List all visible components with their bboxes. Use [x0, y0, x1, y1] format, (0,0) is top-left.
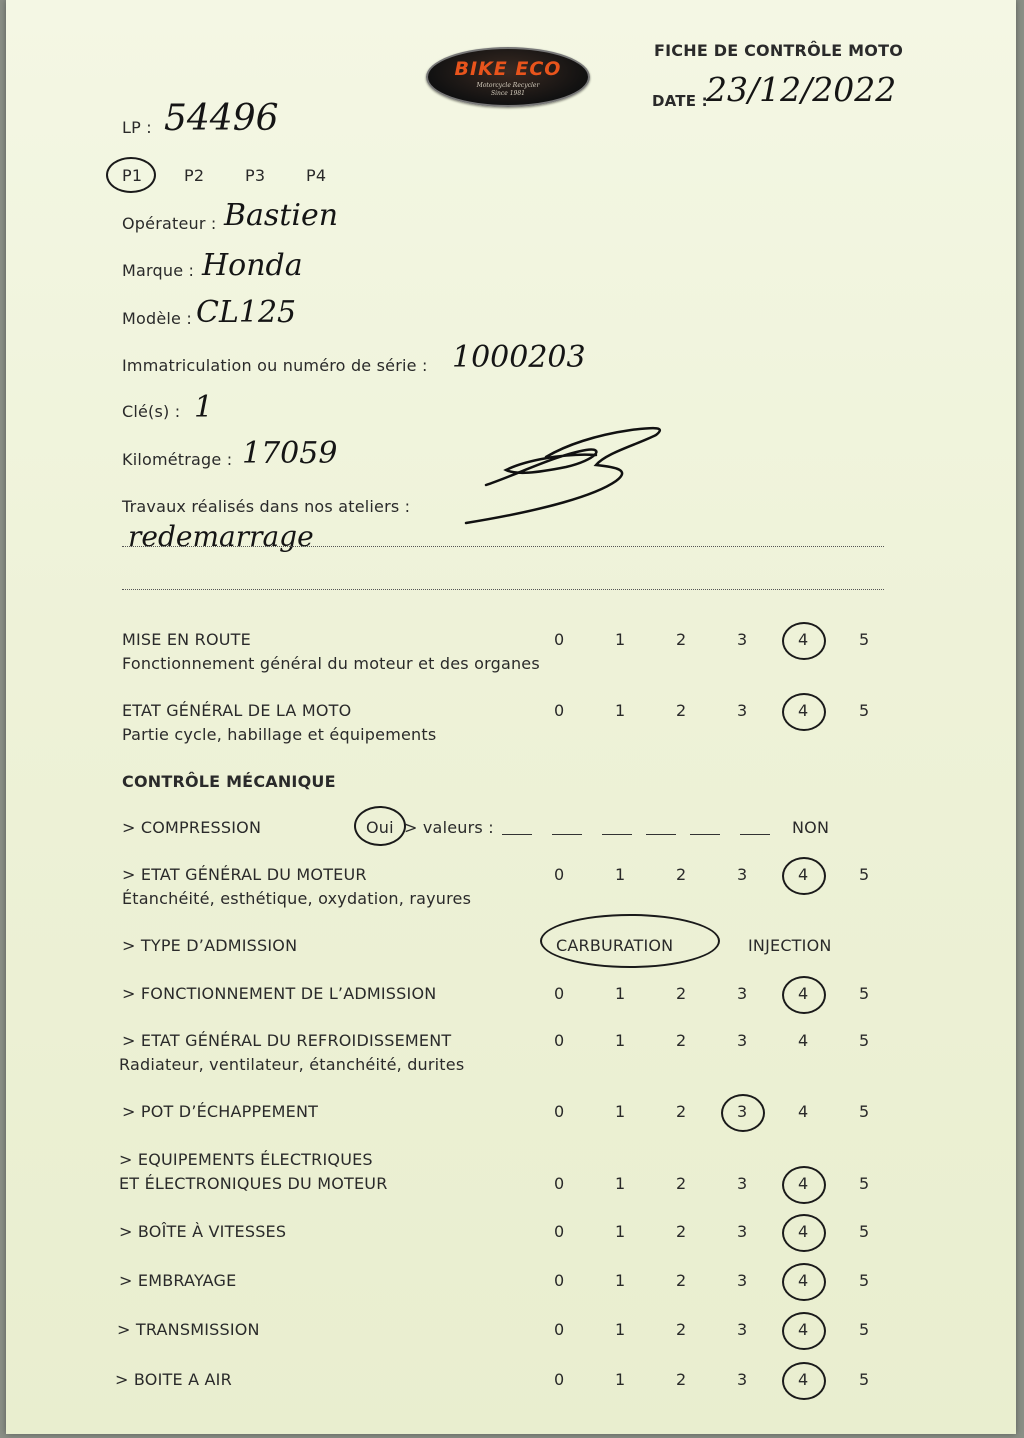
immatriculation-label: Immatriculation ou numéro de série :	[122, 356, 428, 375]
transmission-option-5[interactable]: 5	[859, 1320, 870, 1339]
admission-type-label: > TYPE D’ADMISSION	[122, 936, 298, 955]
refroidissement-option-1[interactable]: 1	[615, 1031, 626, 1050]
mise-en-route-option-3[interactable]: 3	[737, 630, 748, 649]
operateur-label: Opérateur :	[122, 214, 217, 233]
admission-fonctionnement-option-2[interactable]: 2	[676, 984, 687, 1003]
lp-value: 54496	[164, 98, 279, 139]
compression-value-blank-1[interactable]	[502, 834, 532, 835]
etat-moto-selected-circle	[782, 693, 826, 731]
boite-air-option-3[interactable]: 3	[737, 1370, 748, 1389]
mise-en-route-option-1[interactable]: 1	[615, 630, 626, 649]
equipements-option-4[interactable]: 4	[798, 1174, 809, 1193]
equipements-option-1[interactable]: 1	[615, 1174, 626, 1193]
compression-value-blank-6[interactable]	[740, 834, 770, 835]
refroidissement-option-0[interactable]: 0	[554, 1031, 565, 1050]
embrayage-option-5[interactable]: 5	[859, 1271, 870, 1290]
etat-moto-option-2[interactable]: 2	[676, 701, 687, 720]
mise-en-route-option-0[interactable]: 0	[554, 630, 565, 649]
embrayage-option-3[interactable]: 3	[737, 1271, 748, 1290]
travaux-value[interactable]: redemarrage	[128, 520, 314, 553]
transmission-selected-circle	[782, 1312, 826, 1350]
boite-vitesses-option-1[interactable]: 1	[615, 1222, 626, 1241]
mise-en-route-option-4[interactable]: 4	[798, 630, 809, 649]
refroidissement-title: > ETAT GÉNÉRAL DU REFROIDISSEMENT	[122, 1031, 452, 1050]
modele-label: Modèle :	[122, 309, 192, 328]
embrayage-option-1[interactable]: 1	[615, 1271, 626, 1290]
etat-moteur-option-1[interactable]: 1	[615, 865, 626, 884]
pot-echappement-option-4[interactable]: 4	[798, 1102, 809, 1121]
etat-moteur-subtitle: Étanchéité, esthétique, oxydation, rayures	[122, 889, 472, 908]
equipements-option-0[interactable]: 0	[554, 1174, 565, 1193]
embrayage-title: > EMBRAYAGE	[119, 1271, 237, 1290]
pot-echappement-title: > POT D’ÉCHAPPEMENT	[122, 1102, 319, 1121]
etat-moteur-option-0[interactable]: 0	[554, 865, 565, 884]
embrayage-selected-circle	[782, 1263, 826, 1301]
admission-fonctionnement-option-3[interactable]: 3	[737, 984, 748, 1003]
pot-echappement-option-5[interactable]: 5	[859, 1102, 870, 1121]
boite-vitesses-option-3[interactable]: 3	[737, 1222, 748, 1241]
admission-fonctionnement-selected-circle	[782, 976, 826, 1014]
transmission-option-3[interactable]: 3	[737, 1320, 748, 1339]
position-p3[interactable]: P3	[245, 166, 266, 185]
position-p2[interactable]: P2	[184, 166, 205, 185]
signature-scribble	[446, 415, 676, 535]
embrayage-option-4[interactable]: 4	[798, 1271, 809, 1290]
transmission-title: > TRANSMISSION	[117, 1320, 260, 1339]
boite-vitesses-selected-circle	[782, 1214, 826, 1252]
modele-value[interactable]: CL125	[196, 295, 297, 330]
operateur-value[interactable]: Bastien	[224, 198, 339, 233]
compression-valeurs-label: > valeurs :	[404, 818, 494, 837]
boite-air-title: > BOITE A AIR	[115, 1370, 232, 1389]
boite-air-option-2[interactable]: 2	[676, 1370, 687, 1389]
boite-air-option-5[interactable]: 5	[859, 1370, 870, 1389]
travaux-label: Travaux réalisés dans nos ateliers :	[122, 497, 411, 516]
etat-moto-option-1[interactable]: 1	[615, 701, 626, 720]
compression-non[interactable]: NON	[792, 818, 830, 837]
compression-value-blank-3[interactable]	[602, 834, 632, 835]
etat-moteur-option-4[interactable]: 4	[798, 865, 809, 884]
immatriculation-value[interactable]: 1000203	[452, 340, 586, 375]
boite-vitesses-title: > BOÎTE À VITESSES	[119, 1222, 287, 1241]
mise-en-route-option-5[interactable]: 5	[859, 630, 870, 649]
boite-vitesses-option-2[interactable]: 2	[676, 1222, 687, 1241]
pot-echappement-selected-circle	[721, 1094, 765, 1132]
refroidissement-subtitle: Radiateur, ventilateur, étanchéité, durites	[119, 1055, 465, 1074]
admission-carburation[interactable]: CARBURATION	[556, 936, 674, 955]
cles-label: Clé(s) :	[122, 402, 181, 421]
admission-fonctionnement-option-1[interactable]: 1	[615, 984, 626, 1003]
refroidissement-option-5[interactable]: 5	[859, 1031, 870, 1050]
compression-oui[interactable]: Oui	[366, 818, 394, 837]
refroidissement-option-3[interactable]: 3	[737, 1031, 748, 1050]
etat-moteur-option-2[interactable]: 2	[676, 865, 687, 884]
admission-fonctionnement-option-5[interactable]: 5	[859, 984, 870, 1003]
mise-en-route-option-2[interactable]: 2	[676, 630, 687, 649]
marque-value[interactable]: Honda	[202, 248, 303, 283]
transmission-option-2[interactable]: 2	[676, 1320, 687, 1339]
boite-vitesses-option-4[interactable]: 4	[798, 1222, 809, 1241]
admission-fonctionnement-option-0[interactable]: 0	[554, 984, 565, 1003]
kilometrage-label: Kilométrage :	[122, 450, 233, 469]
compression-value-blank-2[interactable]	[552, 834, 582, 835]
admission-fonctionnement-title: > FONCTIONNEMENT DE L’ADMISSION	[122, 984, 437, 1003]
bike-eco-logo	[426, 47, 590, 107]
transmission-option-4[interactable]: 4	[798, 1320, 809, 1339]
equipements-option-2[interactable]: 2	[676, 1174, 687, 1193]
etat-moteur-title: > ETAT GÉNÉRAL DU MOTEUR	[122, 865, 367, 884]
etat-moto-option-0[interactable]: 0	[554, 701, 565, 720]
boite-vitesses-option-0[interactable]: 0	[554, 1222, 565, 1241]
etat-moteur-option-5[interactable]: 5	[859, 865, 870, 884]
boite-air-option-1[interactable]: 1	[615, 1370, 626, 1389]
etat-moteur-selected-circle	[782, 857, 826, 895]
compression-value-blank-4[interactable]	[646, 834, 676, 835]
etat-moto-subtitle: Partie cycle, habillage et équipements	[122, 725, 437, 744]
control-sheet	[6, 0, 1016, 1434]
pot-echappement-option-3[interactable]: 3	[737, 1102, 748, 1121]
equipements-title: > EQUIPEMENTS ÉLECTRIQUES	[119, 1150, 373, 1169]
equipements-option-5[interactable]: 5	[859, 1174, 870, 1193]
compression-value-blank-5[interactable]	[690, 834, 720, 835]
mechanical-heading: CONTRÔLE MÉCANIQUE	[122, 772, 336, 791]
date-label: DATE :	[652, 92, 708, 110]
compression-label: > COMPRESSION	[122, 818, 262, 837]
marque-label: Marque :	[122, 261, 195, 280]
travaux-line-1	[122, 546, 884, 547]
mise-en-route-title: MISE EN ROUTE	[122, 630, 251, 649]
equipements-title-2: ET ÉLECTRONIQUES DU MOTEUR	[119, 1174, 388, 1193]
travaux-line-2	[122, 589, 884, 590]
refroidissement-option-4[interactable]: 4	[798, 1031, 809, 1050]
admission-fonctionnement-option-4[interactable]: 4	[798, 984, 809, 1003]
pot-echappement-option-0[interactable]: 0	[554, 1102, 565, 1121]
pot-echappement-option-1[interactable]: 1	[615, 1102, 626, 1121]
etat-moteur-option-3[interactable]: 3	[737, 865, 748, 884]
mise-en-route-subtitle: Fonctionnement général du moteur et des organes	[122, 654, 540, 673]
logo-brand: BIKE ECO	[454, 58, 562, 80]
cles-value[interactable]: 1	[194, 390, 214, 425]
etat-moto-option-4[interactable]: 4	[798, 701, 809, 720]
etat-moto-title: ETAT GÉNÉRAL DE LA MOTO	[122, 701, 352, 720]
logo-since: Since 1981	[491, 90, 525, 97]
lp-label: LP :	[122, 118, 152, 137]
equipements-selected-circle	[782, 1166, 826, 1204]
boite-vitesses-option-5[interactable]: 5	[859, 1222, 870, 1241]
refroidissement-option-2[interactable]: 2	[676, 1031, 687, 1050]
embrayage-option-0[interactable]: 0	[554, 1271, 565, 1290]
boite-air-option-0[interactable]: 0	[554, 1370, 565, 1389]
position-p1[interactable]: P1	[122, 166, 143, 185]
mise-en-route-selected-circle	[782, 622, 826, 660]
boite-air-selected-circle	[782, 1362, 826, 1400]
pot-echappement-option-2[interactable]: 2	[676, 1102, 687, 1121]
position-p4[interactable]: P4	[306, 166, 327, 185]
equipements-option-3[interactable]: 3	[737, 1174, 748, 1193]
form-title: FICHE DE CONTRÔLE MOTO	[654, 41, 904, 60]
boite-air-option-4[interactable]: 4	[798, 1370, 809, 1389]
etat-moto-option-5[interactable]: 5	[859, 701, 870, 720]
kilometrage-value[interactable]: 17059	[242, 436, 338, 471]
transmission-option-0[interactable]: 0	[554, 1320, 565, 1339]
logo-tagline: Motorcycle Recycler	[476, 82, 540, 89]
date-value: 23/12/2022	[706, 70, 897, 109]
transmission-option-1[interactable]: 1	[615, 1320, 626, 1339]
etat-moto-option-3[interactable]: 3	[737, 701, 748, 720]
embrayage-option-2[interactable]: 2	[676, 1271, 687, 1290]
admission-injection[interactable]: INJECTION	[748, 936, 832, 955]
